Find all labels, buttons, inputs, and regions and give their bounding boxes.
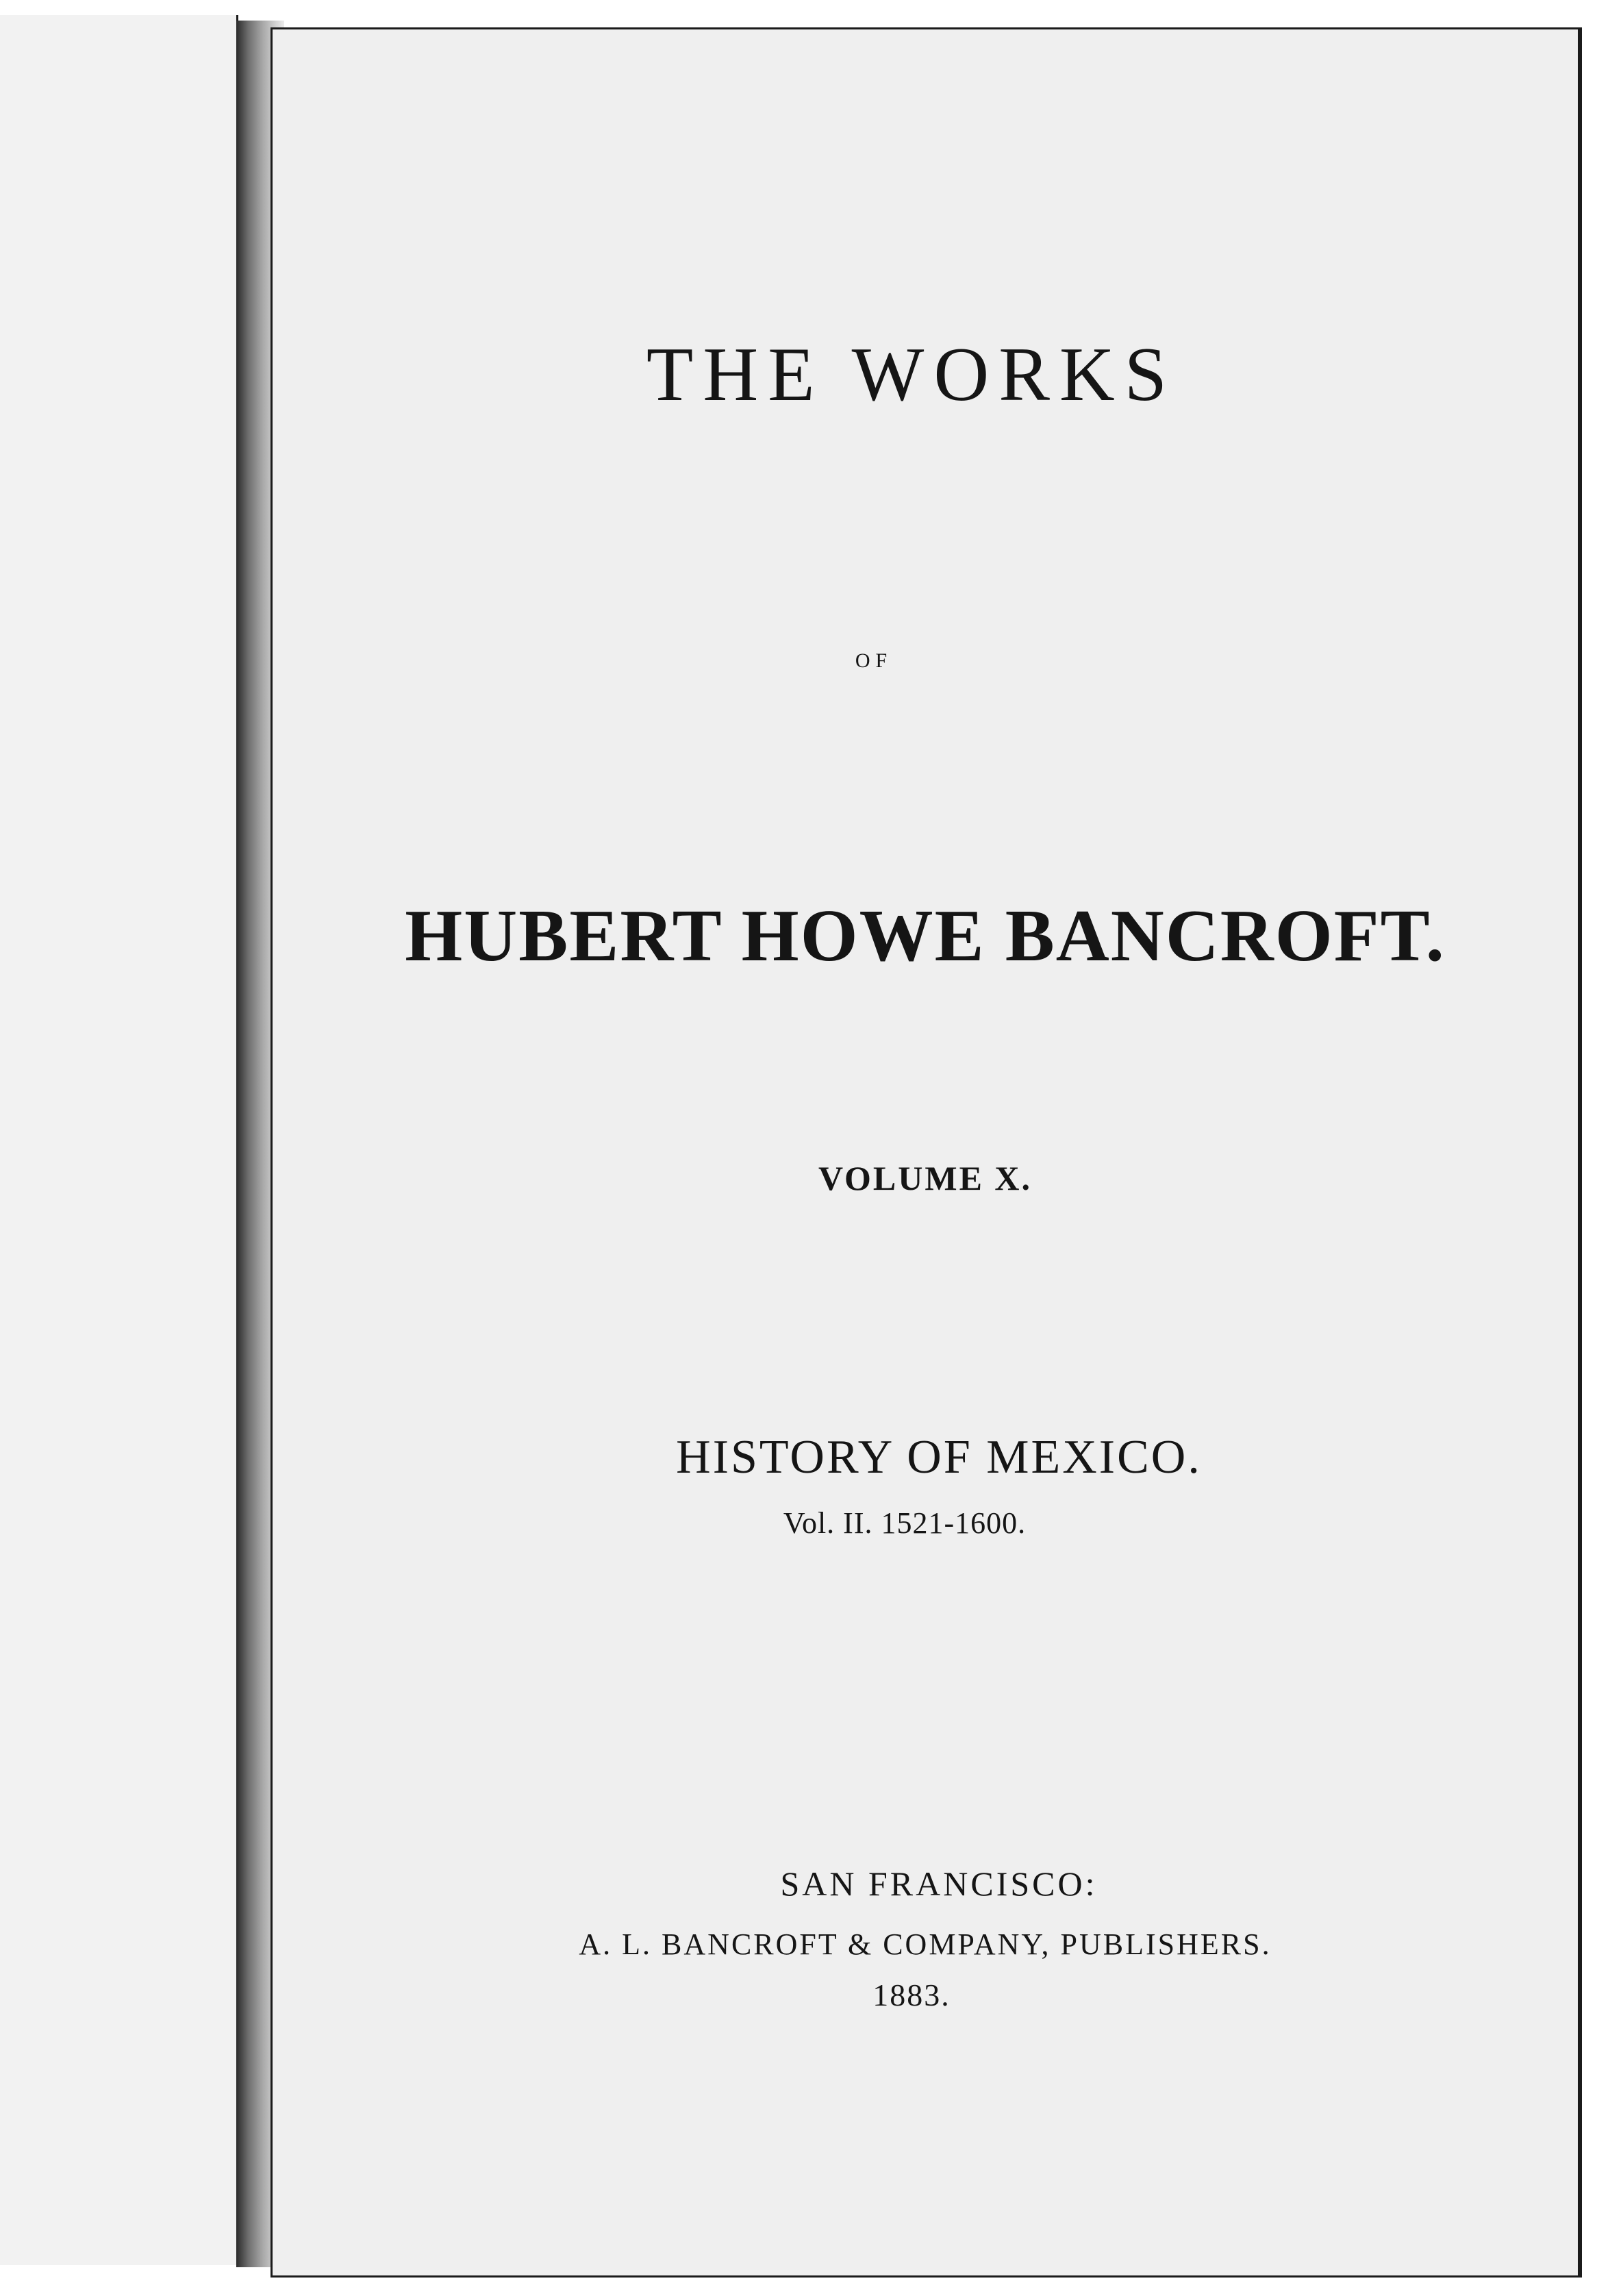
title-page bbox=[271, 27, 1582, 2278]
imprint-city: SAN FRANCISCO: bbox=[780, 1864, 1098, 1903]
book-title: HISTORY OF MEXICO. bbox=[676, 1431, 1202, 1484]
of-line: OF bbox=[855, 649, 893, 672]
previous-leaf bbox=[0, 15, 238, 2265]
imprint-year: 1883. bbox=[872, 1977, 951, 2012]
book-subtitle: Vol. II. 1521-1600. bbox=[783, 1506, 1027, 1540]
author-name: HUBERT HOWE BANCROFT. bbox=[405, 895, 1446, 977]
series-title: THE WORKS bbox=[646, 332, 1177, 417]
imprint-publisher: A. L. BANCROFT & COMPANY, PUBLISHERS. bbox=[579, 1927, 1272, 1961]
volume-number: VOLUME X. bbox=[818, 1159, 1033, 1197]
